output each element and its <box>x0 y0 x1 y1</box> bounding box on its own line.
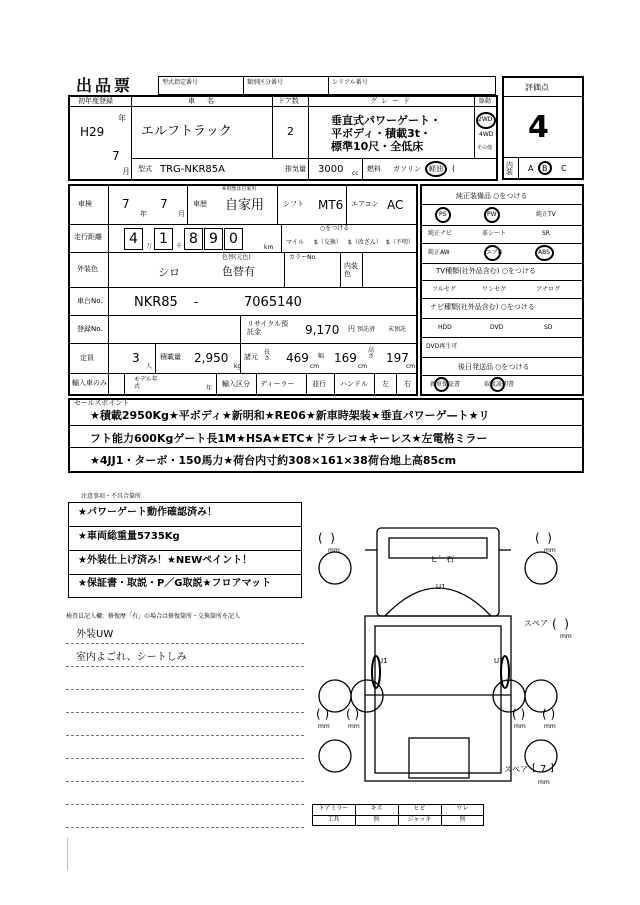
grade-line-1: 垂直式パワーゲート・ <box>331 114 441 127</box>
mileage-digit-2: 1 <box>159 231 168 247</box>
note-line-3: ★外装仕上げ済み！★NEWペイント！ <box>78 555 253 566</box>
equip-pw: PW <box>487 211 497 218</box>
shaken-year-suffix: 年 <box>140 210 147 218</box>
fuel-paren: ( <box>452 164 456 173</box>
wheel-rear-left <box>319 740 351 772</box>
height-value: 197 <box>386 351 409 365</box>
displacement-value: 3000 <box>318 164 344 175</box>
grade-line-3: 標準10尺・全低床 <box>331 140 424 153</box>
miles-label: マイル <box>286 239 304 246</box>
recycle-label: リサイクル預託金 <box>247 320 289 337</box>
tv-header: TV種類(社外品含む) ○をつける <box>436 267 536 275</box>
nav-hdd: HDD <box>438 324 452 331</box>
bracket-rr: ( ) <box>512 707 526 721</box>
notes-label: 注意事項・不具合箇所 <box>81 493 142 500</box>
doors-value: 2 <box>287 125 294 138</box>
bracket-rl2: ( ) <box>346 707 360 721</box>
shaken-month-suffix: 月 <box>178 210 185 218</box>
dims-label: 諸元 <box>244 353 258 361</box>
equip-leather: 革シート <box>482 230 507 237</box>
meter-swap: $（交換） <box>314 239 342 246</box>
mileage-unit-sen: 千 <box>176 243 183 250</box>
usage-label: 車歴 <box>193 200 207 208</box>
mileage-unit-km: km <box>264 244 274 251</box>
drive-other: その他 <box>477 145 493 151</box>
spare-bracket-close: ] <box>550 763 554 774</box>
equip-ps: PS <box>439 211 447 218</box>
cab-outline <box>377 528 499 616</box>
first-reg-year-suffix: 年 <box>118 114 126 123</box>
drive-2wd: 2WD <box>478 116 493 123</box>
wheel-front-left <box>319 552 351 584</box>
interior-label: 内装 <box>506 161 513 176</box>
handle-label: ハンドル <box>340 380 368 388</box>
mm-rl: mm <box>318 723 330 730</box>
nav-sd: SD <box>544 324 553 331</box>
mileage-label: 走行距離 <box>74 233 102 241</box>
model-value: TRG-NKR85A <box>160 164 225 175</box>
capacity-value: 3 <box>132 351 140 365</box>
mm-rr2: mm <box>544 723 556 730</box>
bed-inner <box>375 626 501 773</box>
tv-oneseg: ワンセグ <box>482 286 507 293</box>
color-label: 外装色 <box>77 265 98 273</box>
capacity-label: 定員 <box>80 354 94 362</box>
mileage-unit-man: 万 <box>146 243 153 250</box>
recycle-status-not: 未預託 <box>388 326 407 333</box>
doors-label: ドア数 <box>278 97 299 105</box>
width-label: 幅 <box>318 353 325 360</box>
displacement-unit: cc <box>352 170 359 177</box>
u1-left: U1 <box>378 657 388 665</box>
legend-crack: ヒビ <box>413 805 426 812</box>
recycle-unit: 円 <box>348 325 355 333</box>
color-no-label: カラーNo. <box>289 254 317 261</box>
drive-4wd: 4WD <box>479 131 494 138</box>
wheel-front-right <box>525 552 557 584</box>
first-reg-month-suffix: 月 <box>122 167 130 176</box>
mm-spare-bottom: mm <box>538 779 550 786</box>
doc-manual: 取扱説明書 <box>484 381 515 388</box>
legend-break: ワレ <box>456 805 469 812</box>
height-unit: cm <box>406 363 416 370</box>
mm-rl2: mm <box>348 723 360 730</box>
interior-grade-c: C <box>561 164 567 173</box>
bracket-rl: ( ) <box>316 707 330 721</box>
mileage-digit-1: 4 <box>129 231 138 247</box>
color-change-value: 色替有 <box>222 265 255 278</box>
spare-bracket-open: [ <box>532 763 536 774</box>
aircon-label: エアコン <box>351 200 379 208</box>
spare-label-top: スペア <box>524 619 548 628</box>
mm-rr: mm <box>514 723 526 730</box>
windshield-arc <box>385 588 491 616</box>
equip-sr: SR <box>542 230 550 237</box>
length-unit: cm <box>310 363 320 370</box>
handle-left: 左 <box>382 380 389 388</box>
tailgate <box>409 738 469 778</box>
recycle-status-deposited: 預託済 <box>357 326 376 333</box>
first-reg-year: H29 <box>80 125 105 139</box>
private-note: ※車歴は自家用 <box>222 186 257 192</box>
width-unit: cm <box>358 363 368 370</box>
shift-label: シフト <box>283 200 304 208</box>
mm-spare-top: mm <box>560 633 572 640</box>
katashiki-label: 型式指定番号 <box>162 79 199 86</box>
nav-header: ナビ種類(社外品含む) ○をつける <box>430 303 535 311</box>
sales-points-label: セールスポイント <box>74 399 130 407</box>
sales-point-line-3: ★4JJ1・ターボ・150馬力★荷台内寸約308×161×38荷台地上高85cm <box>90 454 457 467</box>
spare-value: 7 <box>540 764 547 775</box>
spare-bracket-top: ( ) <box>552 617 569 631</box>
page-title: 出品票 <box>76 76 134 95</box>
spare-label-bottom: スペア <box>504 765 528 774</box>
load-label: 積載量 <box>160 353 181 361</box>
usage-value: 自家用 <box>225 198 265 213</box>
interior-grade-b: B <box>542 164 548 173</box>
mileage-digit-4: 9 <box>209 231 218 247</box>
ruibetsu-label: 類別区分番号 <box>247 79 284 86</box>
load-unit: kg <box>234 363 242 370</box>
equip-navi: 純正ナビ <box>428 230 453 237</box>
meter-note: ○をつける <box>320 225 350 232</box>
tv-fullseg: フルセグ <box>432 286 456 293</box>
legend-tools-value: 無 <box>373 816 380 823</box>
capacity-unit: 人 <box>146 363 153 370</box>
length-label: 長さ <box>264 349 271 362</box>
fuel-diesel: 軽油 <box>429 165 443 173</box>
interior-color-label: 内装色 <box>344 262 358 278</box>
model-label: 型式 <box>138 165 152 173</box>
chassis-prefix: NKR85 <box>134 295 178 310</box>
load-value: 2,950 <box>194 351 229 365</box>
meter-unknown: $（不明） <box>386 239 414 246</box>
note-line-2: ★車両総重量5735Kg <box>78 531 180 542</box>
fuel-label: 燃料 <box>367 165 381 173</box>
mileage-digit-5: 0 <box>229 231 238 247</box>
dvd-playback: DVD再生可 <box>426 343 458 350</box>
chassis-dash: - <box>194 295 199 309</box>
interior-grade-a: A <box>528 164 534 173</box>
shaken-month: 7 <box>160 197 168 211</box>
score-value: 4 <box>528 110 549 145</box>
aircon-value: AC <box>387 198 404 212</box>
first-reg-label: 初年度登録 <box>78 97 113 105</box>
bracket-fl: ( ) <box>318 531 335 545</box>
width-value: 169 <box>334 351 357 365</box>
shaken-year: 7 <box>122 197 130 211</box>
fuel-gas: ガソリン <box>393 165 421 173</box>
reg-no-label: 登録No. <box>77 325 103 333</box>
legend-scratch: キズ <box>370 805 383 812</box>
tv-analog: アナログ <box>536 286 561 293</box>
legend-jack-value: 無 <box>459 816 466 823</box>
import-cat-label: 輸入区分 <box>222 380 250 388</box>
handle-right: 右 <box>404 380 411 388</box>
recycle-amount: 9,170 <box>305 323 340 337</box>
equip-abs: ABS <box>538 249 550 256</box>
legend-mirror: ドアミラー <box>318 805 349 812</box>
nav-dvd: DVD <box>490 324 504 331</box>
color-original-label: 色替(元色) <box>222 254 251 261</box>
inspector-line-2: 室内よごれ、シートしみ <box>76 652 187 663</box>
import-label: 輸入車のみ <box>72 379 107 387</box>
u1-right: U1 <box>494 657 504 665</box>
sales-point-line-1: ★積載2950Kg★平ボディ★新明和★RE06★新車時架装★垂直パワーゲ—ト★リ <box>90 409 490 422</box>
grade-line-2: 平ボディ・積載3t・ <box>331 127 432 140</box>
docs-header: 後日発送品 ○をつける <box>458 363 530 371</box>
color-value: シロ <box>158 266 180 279</box>
height-label: 高さ <box>368 347 375 360</box>
chassis-number: 7065140 <box>244 295 302 310</box>
mileage-digit-3: 8 <box>189 231 198 247</box>
import-parallel: 並行 <box>312 380 326 388</box>
inspector-line-1: 外装UW <box>76 629 114 640</box>
shift-value: MT6 <box>318 198 344 212</box>
score-label: 評価点 <box>525 83 549 92</box>
u1-front: U1 <box>436 583 446 591</box>
mm-fr: mm <box>544 547 556 554</box>
equip-aw: 純正AW <box>428 249 450 256</box>
stone-chip-mark: ヒ゛石 <box>430 555 454 564</box>
equip-airbag: エアB <box>486 249 503 256</box>
model-year-suffix: 年 <box>206 385 213 392</box>
note-line-1: ★パワーゲート動作確認済み！ <box>78 507 217 518</box>
length-value: 469 <box>286 351 309 365</box>
grade-label: グレード <box>370 97 414 105</box>
model-year-label: モデル年式 <box>134 376 158 390</box>
sales-point-line-2: フト能力600Kgゲート長1M★HSA★ETC★ドラレコ★キーレス★左電格ミラー <box>90 432 488 445</box>
equipment-header: 純正装備品 ○をつける <box>456 192 528 200</box>
serial-label: シリアル番号 <box>332 79 368 86</box>
legend-jack: ジャッキ <box>407 816 432 823</box>
note-line-4: ★保証書・取説・P／G取説★フロアマット <box>78 578 272 589</box>
displacement-label: 排気量 <box>285 165 306 173</box>
legend-tools: 工具 <box>327 816 340 823</box>
shaken-label: 車検 <box>78 200 92 208</box>
doc-warranty: 新車保証書 <box>430 381 461 388</box>
bed-outline <box>365 616 511 781</box>
drive-label: 駆動 <box>479 98 492 105</box>
inspector-label: 検査員記入欄：修復歴「有」の場合は修復箇所・交換箇所を記入 <box>66 613 241 620</box>
bracket-rr2: ( ) <box>542 707 556 721</box>
equip-tv: 純正TV <box>536 211 556 218</box>
vehicle-name: エルフトラック <box>141 124 232 139</box>
import-dealer: ディーラー <box>260 380 295 388</box>
bracket-fr: ( ) <box>535 531 552 545</box>
chassis-label: 車台No. <box>77 297 103 305</box>
mm-fl: mm <box>328 547 340 554</box>
meter-tamper: $（改ざん） <box>348 239 382 246</box>
name-label: 車名 <box>188 97 226 105</box>
first-reg-month: 7 <box>112 149 120 163</box>
